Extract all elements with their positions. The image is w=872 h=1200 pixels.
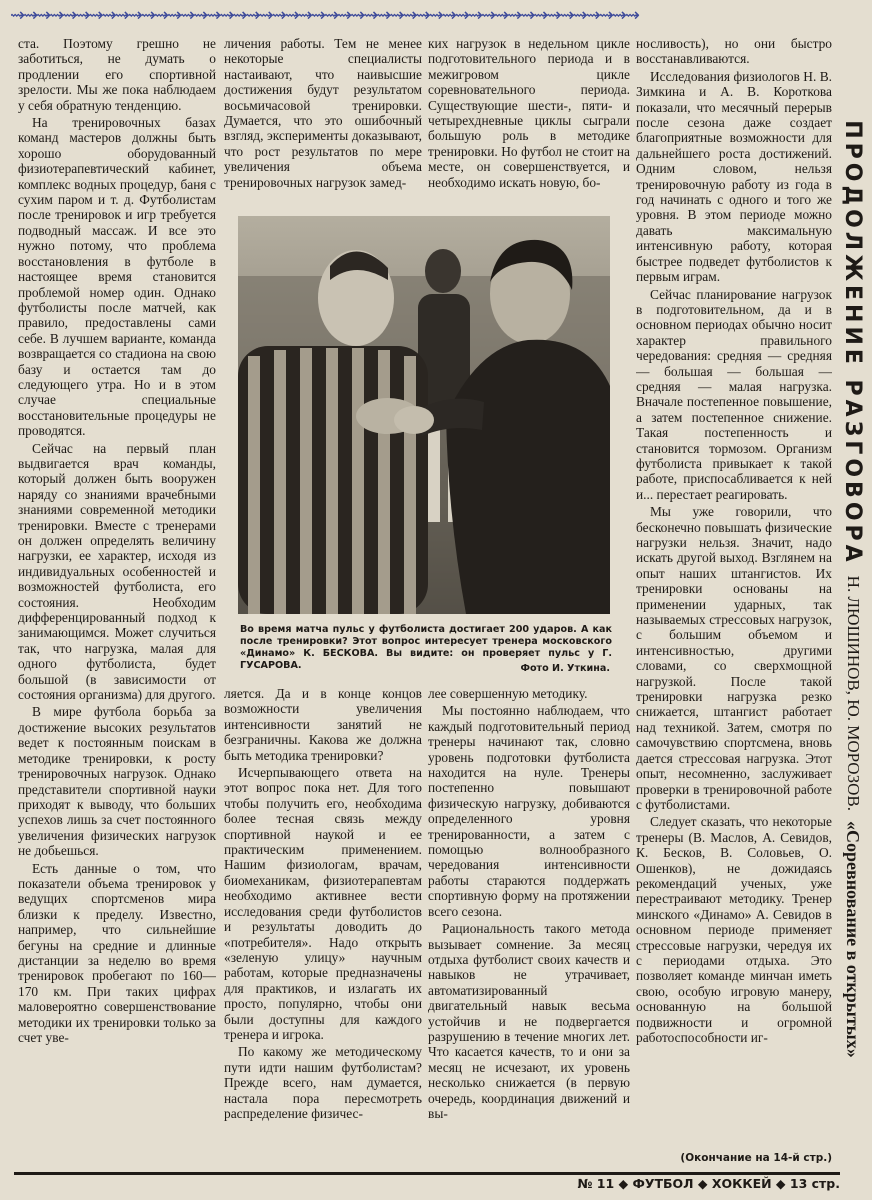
photo-illustration: [238, 216, 610, 614]
article-column-3-top: [428, 36, 630, 208]
paragraph: Исследования физиологов Н. В. Зимкина и А. В. Короткова показали, что месячный перерыв после сезона даже создает благоприятные возможности для дальнейшего роста достижений. Одним словом, нельзя тренировочную работу из года в год начинать с одного и того же уровня. В этом периоде можно давать максимальную интенсивную работу, которая быстрее подведет футболистов к первым играм.: [636, 68, 832, 285]
vertical-headline: [836, 14, 870, 1164]
page-footer: № 11 ◆ ФУТБОЛ ◆ ХОККЕЙ ◆ 13 стр.: [577, 1176, 840, 1191]
paragraph: По какому же методическому пути идти нашим футболистам? Прежде всего, нам думается, настала пора пересмотреть распределение физичес-: [224, 1044, 422, 1121]
headline-title: ПРОДОЛЖЕНИЕ РАЗГОВОРА: [840, 120, 866, 566]
paragraph: ста. Поэтому грешно не заботиться, не думать о продлении его спортивной зрелости. Мы же пока наблюдаем у себя обратную тенденцию.: [18, 36, 216, 113]
headline-subtitle: «Соревнование в открытых»: [843, 820, 864, 1058]
paragraph: носливость), но они быстро восстанавливаются.: [636, 36, 832, 67]
paragraph: ляется. Да и в конце концов возможности увеличения интенсивности занятий не безграничны. Какова же должна быть методика тренировки?: [224, 686, 422, 763]
paragraph: Исчерпывающего ответа на этот вопрос пока нет. Для того чтобы получить его, необходима более тесная связь между спортивной наукой и ее практическим применением. Нашим физиологам, врачам, биомеханикам, физиотерапевтам необходимо активнее вести исследования среди футболистов и результаты доводить до «потребителя». Надо открыть «зеленую улицу» научным работам, которые предназначены для практиков, и излагать их просто, популярно, чтобы они были доступны для каждого тренера и игрока.: [224, 765, 422, 1042]
press-photo: [238, 216, 610, 614]
paragraph: лее совершенную методику.: [428, 686, 588, 701]
paragraph: В мире футбола борьба за достижение высоких результатов ведет к постоянным поискам в методике тренировки, к росту тренировочных нагрузок. Однако представители спортивной науки приходят к выводу, что больших успехов лишь за счет постоянного увеличения физических нагрузок не добьешься.: [18, 704, 216, 859]
top-decorative-arrow-border: [10, 4, 832, 28]
paragraph: ких нагрузок в недельном цикле подготовительного периода и в межигровом цикле соревновательного периода. Существующие шести-, пяти- и четырехдневные циклы сыграли большую роль в методике тренировки. Но футбол не стоит на месте, он совершенствуется, и необходимо искать новую, бо-: [428, 36, 630, 190]
photo-caption: Во время матча пульс у футболиста достигает 200 ударов. А как после тренировки? Этот вопрос интересует тренера московского «Динамо» К. БЕСКОВА. Вы видите: он проверяет пульс у Г. ГУСАРОВА.: [240, 624, 612, 671]
paragraph: личения работы. Тем не менее некоторые специалисты настаивают, что наивысшие достижения будут результатом восьмичасовой тренировки. Думается, что это ошибочный взгляд, эксперименты доказывают, что рост результатов по мере увеличения объема тренировочных нагрузок замед-: [224, 36, 422, 190]
photo-credit: Фото И. Уткина.: [520, 663, 610, 674]
paragraph: Рациональность такого метода вызывает сомнение. За месяц отдыха футболист своих качеств и навыков не утрачивает, автоматизированный двигательный навык весьма устойчив и не подвергается разрушению в течение многих лет. Что касается качеств, то и они за месяц не исчезают, их уровень несколько снижается (в первую очередь, координация движений и вы-: [428, 921, 630, 1121]
continuation-note: (Окончание на 14-й стр.): [680, 1152, 832, 1164]
article-column-1: [18, 36, 216, 1166]
arrow-border-icon: ⇝⇝⇝⇝⇝⇝⇝⇝⇝⇝⇝⇝⇝⇝⇝⇝⇝⇝⇝⇝⇝⇝⇝⇝⇝⇝⇝⇝⇝⇝⇝⇝⇝⇝⇝⇝⇝⇝⇝⇝⇝⇝⇝⇝⇝⇝⇝⇝: [10, 5, 638, 26]
paragraph: Сейчас планирование нагрузок в подготовительном, да и в основном периодах обычно носит характер правильного чередования: средняя — средняя — большая — большая — средняя — малая нагрузка. Вначале постепенное повышение, а затем постепенное снижение. Такая постепенность и становится тормозом. Организм футболиста привыкает к такой работе, приспосабливается к ней и... перестает реагировать.: [636, 286, 832, 502]
paragraph: Сейчас на первый план выдвигается врач команды, который должен быть вооружен наряду со знаниями врачебными знаниями современной методики тренировки. Вместе с тренерами он должен определять величину нагрузки, ее характер, исходя из индивидуальных особенностей и возможностей футболиста, его состояния. Необходим дифференцированный подход к занимающимся. Может случиться так, что нагрузка, малая для одного футболиста, будет большой (в зависимости от состояния организма) для другого.: [18, 440, 216, 703]
article-column-4: [636, 36, 832, 1166]
headline-authors: Н. ЛЮШИНОВ, Ю. МОРОЗОВ.: [844, 575, 863, 811]
paragraph: Мы постоянно наблюдаем, что каждый подготовительный период тренеры начинают так, словно уровень подготовки футболиста находится на нуле. Тренеры постепенно повышают физическую нагрузку, добиваются определенного уровня тренированности, а затем с помощью волнообразного чередования интенсивности работы стараются поддержать спортивную форму на протяжении всего сезона.: [428, 703, 630, 919]
paragraph: Мы уже говорили, что бесконечно повышать физические нагрузки нельзя. Значит, надо искать другой выход. Взглянем на опыт наших штангистов. Их тренировки основаны на применении ударных, так называемых стрессовых нагрузок, с большим объемом и интенсивностью, другими словами, со сверхмощной нагрузкой. После такой тренировки нагрузка резко снижается, штангист работает над техникой. Затем, смотря по самочувствию спортсмена, вновь дается стрессовая нагрузка. Этот опыт, несомненно, заслуживает проверки в тренировочной работе с футболистами.: [636, 504, 832, 812]
article-column-2-top: [224, 36, 422, 208]
paragraph: На тренировочных базах команд мастеров должны быть хорошо оборудованный физиотерапевтический кабинет, комплекс водных процедур, баня с сухим паром и т. д. Футболистам после тренировок и игр требуется подводный массаж. И все это нужно потому, что проблема восстановления в футболе в настоящее время становится проблемой номер один. Однако футболисты после матчей, как правило, предоставлены сами себе. В лучшем варианте, команда возвращается со стадиона на свою базу и остается там до следующего утра. Но и в этом случае специальные восстановительные процедуры не проводятся.: [18, 115, 216, 439]
paragraph: Следует сказать, что некоторые тренеры (В. Маслов, А. Севидов, К. Бесков, В. Соловьев, О. Ошенков), не дожидаясь рекомендаций ученых, уже перестраивают методику. Тренер минского «Динамо» А. Севидов в основном периоде применяет стрессовые нагрузки, чередуя их с периодами отдыха. Это позволяет команде минчан иметь свою, особую игровую манеру, основанную на большой подвижности и огромной работоспособности иг-: [636, 814, 832, 1045]
article-column-2-bottom: [224, 686, 422, 1166]
article-column-3-bottom: [428, 686, 630, 1166]
vertical-headline-text: [836, 14, 870, 1164]
paragraph: Есть данные о том, что показатели объема тренировок у ведущих спортсменов мира близки к пределу. Известно, например, что сильнейшие бегуны на средние и длинные дистанции за неделю во время тренировок пробегают по 160—170 км. При таких цифрах маловероятно совершенствование методики их тренировки только за счет уве-: [18, 860, 216, 1045]
